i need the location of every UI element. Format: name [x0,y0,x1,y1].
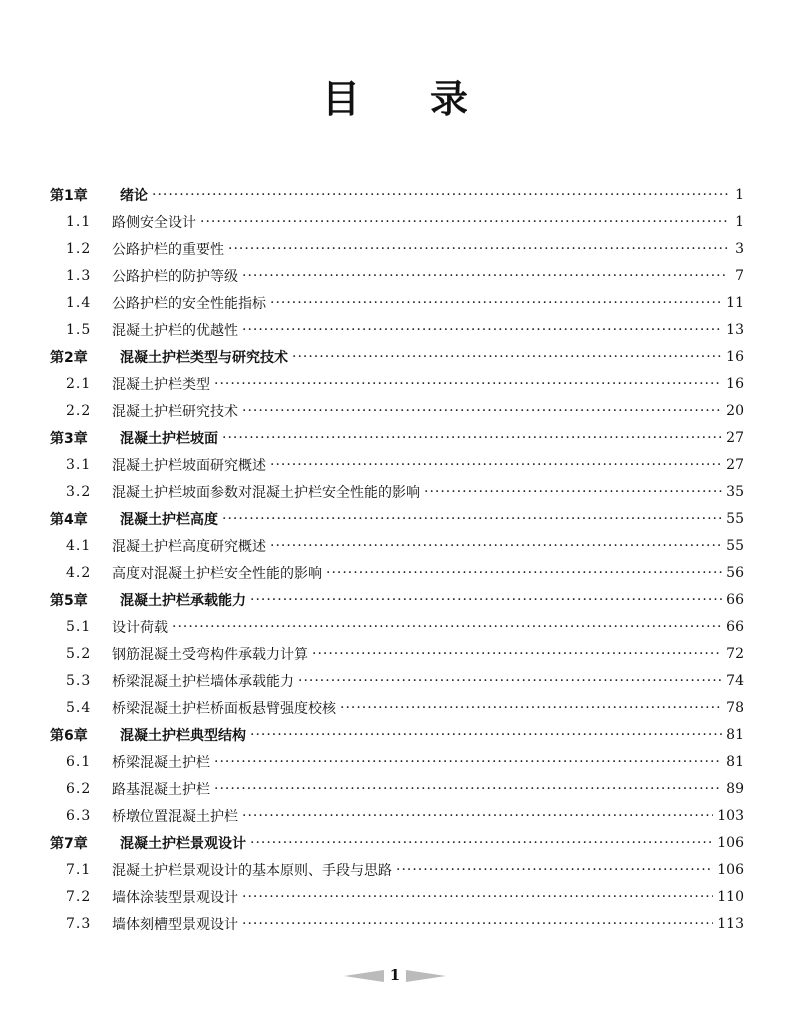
toc-entry-number: 第3章 [50,430,88,447]
toc-section-entry[interactable] [50,856,744,883]
toc-chapter-entry[interactable] [50,721,744,748]
toc-section-entry[interactable] [50,316,744,343]
toc-entry-number: 7.3 [66,915,92,932]
toc-leader-dots [242,808,713,824]
toc-entry-title: 桥梁混凝土护栏桥面板悬臂强度校核 [112,700,336,717]
toc-entry-title: 混凝土护栏的优越性 [112,322,238,339]
toc-entry-title: 混凝土护栏景观设计的基本原则、手段与思路 [112,862,392,879]
toc-entry-number: 4.1 [66,537,92,554]
toc-entry-title: 钢筋混凝土受弯构件承载力计算 [112,646,308,663]
toc-section-entry[interactable] [50,370,744,397]
toc-entry-number: 6.1 [66,753,92,770]
page-footer [0,966,790,984]
toc-entry-page: 1 [735,186,744,203]
toc-chapter-entry[interactable] [50,586,744,613]
toc-leader-dots [340,700,722,716]
toc-entry-number: 第6章 [50,727,88,744]
page-number: 1 [389,966,401,984]
toc-leader-dots [298,673,722,689]
toc-chapter-entry[interactable] [50,424,744,451]
toc-leader-dots [242,322,722,338]
toc-section-entry[interactable] [50,208,744,235]
toc-entry-page: 27 [726,429,744,446]
toc-entry-number: 7.2 [66,888,92,905]
toc-section-entry[interactable] [50,478,744,505]
toc-entry-number: 5.1 [66,618,92,635]
toc-entry-number: 6.3 [66,807,92,824]
toc-leader-dots [152,187,728,203]
toc-chapter-entry[interactable] [50,181,744,208]
toc-entry-page: 72 [726,645,744,662]
toc-entry-title: 混凝土护栏高度研究概述 [112,538,266,555]
toc-entry-title: 混凝土护栏类型 [112,376,210,393]
toc-leader-dots [250,727,722,743]
toc-entry-title: 混凝土护栏坡面研究概述 [112,457,266,474]
toc-entry-title: 公路护栏的安全性能指标 [112,295,266,312]
toc-entry-title: 桥梁混凝土护栏墙体承载能力 [112,673,294,690]
toc-section-entry[interactable] [50,775,744,802]
toc-entry-title: 绪论 [120,187,148,204]
toc-leader-dots [326,565,722,581]
toc-leader-dots [270,295,722,311]
toc-section-entry[interactable] [50,640,744,667]
toc-entry-title: 设计荷载 [112,619,168,636]
toc-entry-page: 66 [726,591,744,608]
toc-section-entry[interactable] [50,802,744,829]
toc-section-entry[interactable] [50,883,744,910]
toc-leader-dots [228,241,728,257]
toc-entry-page: 81 [726,753,744,770]
toc-leader-dots [424,484,722,500]
toc-entry-title: 混凝土护栏景观设计 [120,835,246,852]
right-arrow-icon [406,970,446,982]
toc-entry-page: 110 [717,888,744,905]
toc-chapter-entry[interactable] [50,343,744,370]
toc-chapter-entry[interactable] [50,505,744,532]
toc-entry-page: 20 [726,402,744,419]
toc-section-entry[interactable] [50,235,744,262]
toc-entry-title: 混凝土护栏高度 [120,511,218,528]
toc-entry-title: 墙体刻槽型景观设计 [112,916,238,933]
toc-entry-number: 5.3 [66,672,92,689]
toc-entry-page: 7 [735,267,744,284]
toc-entry-number: 6.2 [66,780,92,797]
toc-leader-dots [242,916,713,932]
toc-entry-number: 1.2 [66,240,92,257]
toc-leader-dots [214,376,722,392]
toc-entry-number: 4.2 [66,564,92,581]
toc-section-entry[interactable] [50,748,744,775]
toc-section-entry[interactable] [50,532,744,559]
toc-entry-page: 74 [726,672,744,689]
toc-entry-page: 81 [726,726,744,743]
toc-entry-page: 35 [726,483,744,500]
toc-leader-dots [270,538,722,554]
toc-entry-number: 第1章 [50,187,88,204]
toc-entry-number: 3.2 [66,483,92,500]
toc-entry-number: 1.3 [66,267,92,284]
toc-section-entry[interactable] [50,613,744,640]
toc-leader-dots [250,835,713,851]
toc-entry-title: 公路护栏的防护等级 [112,268,238,285]
toc-entry-title: 混凝土护栏类型与研究技术 [120,349,288,366]
toc-entry-number: 5.4 [66,699,92,716]
toc-entry-page: 66 [726,618,744,635]
toc-section-entry[interactable] [50,451,744,478]
toc-entry-page: 3 [735,240,744,257]
toc-leader-dots [270,457,722,473]
toc-entry-page: 89 [726,780,744,797]
toc-entry-title: 混凝土护栏承载能力 [120,592,246,609]
toc-entry-number: 第7章 [50,835,88,852]
toc-entry-page: 103 [717,807,744,824]
toc-entry-page: 106 [717,834,744,851]
toc-chapter-entry[interactable] [50,829,744,856]
toc-entry-number: 5.2 [66,645,92,662]
toc-entry-number: 第4章 [50,511,88,528]
toc-entry-title: 混凝土护栏研究技术 [112,403,238,420]
toc-entry-number: 第5章 [50,592,88,609]
toc-section-entry[interactable] [50,559,744,586]
left-arrow-icon [344,970,384,982]
toc-leader-dots [214,781,722,797]
toc-leader-dots [200,214,728,230]
toc-entry-number: 第2章 [50,349,88,366]
title-char-2: 录 [430,77,469,121]
toc-entry-title: 墙体涂装型景观设计 [112,889,238,906]
toc-entry-page: 1 [735,213,744,230]
toc-entry-page: 16 [726,348,744,365]
title-char-1: 目 [321,77,360,121]
toc-entry-page: 27 [726,456,744,473]
toc-entry-page: 11 [726,294,744,311]
toc-entry-number: 1.5 [66,321,92,338]
toc-entry-title: 路侧安全设计 [112,214,196,231]
toc-leader-dots [214,754,722,770]
toc-entry-page: 55 [726,537,744,554]
toc-entry-page: 106 [717,861,744,878]
toc-entry-title: 混凝土护栏坡面 [120,430,218,447]
toc-entry-page: 78 [726,699,744,716]
toc-entry-title: 混凝土护栏坡面参数对混凝土护栏安全性能的影响 [112,484,420,501]
toc-entry-title: 混凝土护栏典型结构 [120,727,246,744]
toc-entry-title: 高度对混凝土护栏安全性能的影响 [112,565,322,582]
toc-entry-title: 桥梁混凝土护栏 [112,754,210,771]
toc-leader-dots [222,430,722,446]
toc-entry-title: 公路护栏的重要性 [112,241,224,258]
toc-leader-dots [242,403,722,419]
table-of-contents [50,181,744,937]
toc-entry-number: 1.4 [66,294,92,311]
toc-entry-page: 13 [726,321,744,338]
toc-leader-dots [292,349,722,365]
toc-leader-dots [312,646,722,662]
toc-leader-dots [172,619,722,635]
toc-section-entry[interactable] [50,397,744,424]
toc-leader-dots [222,511,722,527]
toc-section-entry[interactable] [50,667,744,694]
toc-section-entry[interactable] [50,289,744,316]
toc-entry-number: 2.1 [66,375,92,392]
toc-entry-title: 路基混凝土护栏 [112,781,210,798]
toc-entry-number: 7.1 [66,861,92,878]
page-title [0,68,790,123]
toc-leader-dots [250,592,722,608]
toc-entry-number: 1.1 [66,213,92,230]
toc-entry-number: 3.1 [66,456,92,473]
toc-leader-dots [242,889,713,905]
toc-entry-page: 56 [726,564,744,581]
toc-entry-title: 桥墩位置混凝土护栏 [112,808,238,825]
toc-entry-number: 2.2 [66,402,92,419]
toc-section-entry[interactable] [50,694,744,721]
toc-leader-dots [242,268,728,284]
toc-leader-dots [396,862,713,878]
toc-entry-page: 55 [726,510,744,527]
toc-section-entry[interactable] [50,910,744,937]
toc-section-entry[interactable] [50,262,744,289]
toc-entry-page: 16 [726,375,744,392]
toc-entry-page: 113 [717,915,744,932]
